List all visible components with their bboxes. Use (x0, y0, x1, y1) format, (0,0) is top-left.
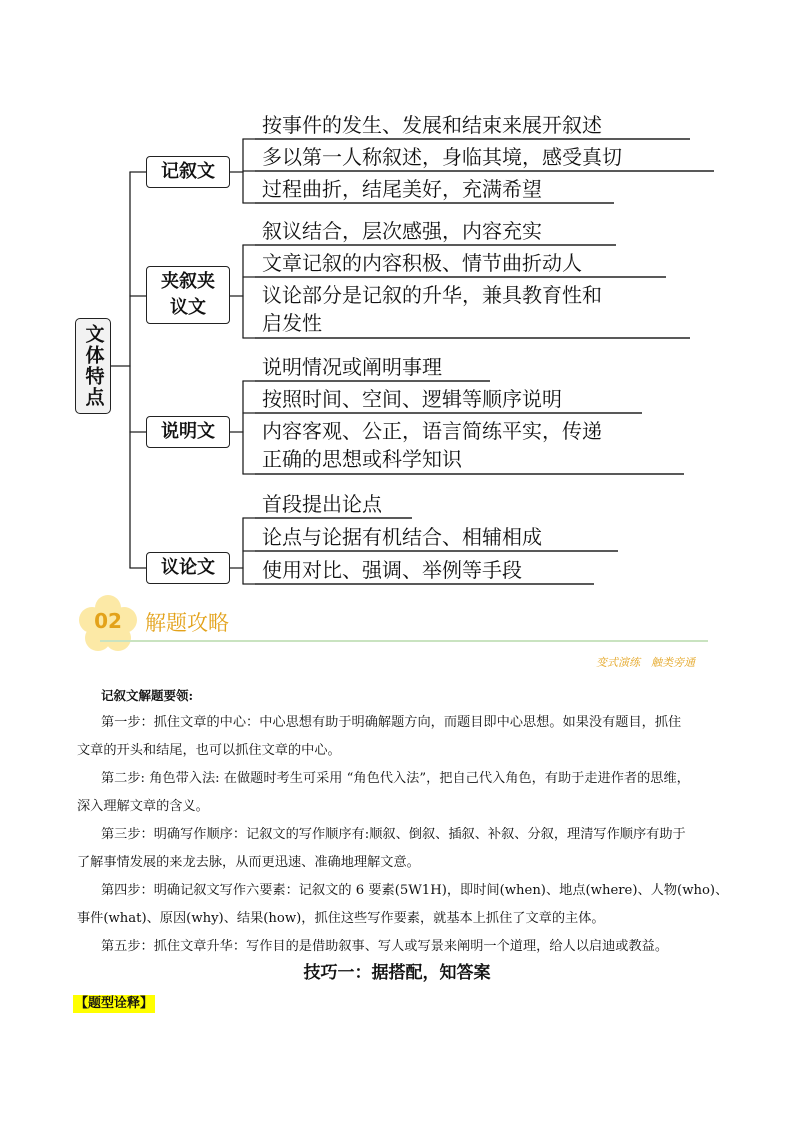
skill-title: 技巧一：据搭配，知答案 (303, 963, 491, 983)
leaf-item: 使用对比、强调、举例等手段 (262, 558, 522, 582)
paragraph-line: 深入理解文章的含义。 (77, 799, 209, 814)
paragraph-line: 第二步: 角色带入法: 在做题时考生可采用 “角色代入法”，把自己代入角色，有助于走进作者的思维， (101, 771, 690, 786)
section-divider (100, 640, 708, 642)
leaf-item: 过程曲折，结尾美好，充满希望 (262, 177, 542, 201)
paragraph-line: 第五步：抓住文章升华：写作目的是借助叙事、写人或写景来阐明一个道理，给人以启迪或教益。 (101, 939, 669, 954)
leaf-item: 启发性 (262, 311, 322, 335)
leaf-item: 多以第一人称叙述，身临其境，感受真切 (262, 145, 622, 169)
category-narrative (146, 156, 230, 188)
root-label: 文体特点 (82, 324, 105, 408)
leaf-item: 议论部分是记叙的升华，兼具教育性和 (262, 283, 602, 307)
section-title: 解题攻略 (145, 611, 229, 635)
content-heading: 记叙文解题要领: (101, 688, 194, 703)
category-mixed (146, 266, 230, 324)
leaf-item: 文章记叙的内容积极、情节曲折动人 (262, 251, 582, 275)
leaf-item: 论点与论据有机结合、相辅相成 (262, 525, 542, 549)
question-type-tag: 【题型诠释】 (75, 996, 154, 1011)
paragraph-line: 第四步：明确记叙文写作六要素：记叙文的 6 要素(5W1H)，即时间(when)、地点(where)、人物(who)、 (101, 883, 729, 898)
category-expository (146, 416, 230, 448)
paragraph-line: 第一步：抓住文章的中心：中心思想有助于明确解题方向，而题目即中心思想。如果没有题目，抓住 (101, 715, 682, 730)
leaf-item: 叙议结合，层次感强，内容充实 (262, 219, 542, 243)
paragraph-line: 文章的开头和结尾，也可以抓住文章的中心。 (77, 743, 341, 758)
section-number: 02 (94, 609, 122, 633)
section-subtitle: 变式演练 触类旁通 (596, 656, 695, 669)
category-label: 夹叙夹议文 (161, 271, 215, 318)
root-node (75, 318, 111, 414)
paragraph-line: 了解事情发展的来龙去脉，从而更迅速、准确地理解文意。 (77, 855, 420, 870)
leaf-item: 内容客观、公正，语言简练平实，传递 (262, 419, 602, 443)
leaf-item: 按事件的发生、发展和结束来展开叙述 (262, 113, 602, 137)
category-argumentative (146, 552, 230, 584)
category-label: 说明文 (161, 421, 215, 442)
paragraph-line: 事件(what)、原因(why)、结果(how)，抓住这些写作要素，就基本上抓住了文章的主体。 (77, 911, 605, 926)
leaf-item: 按照时间、空间、逻辑等顺序说明 (262, 387, 562, 411)
category-label: 记叙文 (161, 161, 215, 182)
paragraph-line: 第三步：明确写作顺序：记叙文的写作顺序有:顺叙、倒叙、插叙、补叙、分叙，理清写作顺序有助于 (101, 827, 686, 842)
leaf-item: 首段提出论点 (262, 492, 382, 516)
leaf-item: 说明情况或阐明事理 (262, 355, 442, 379)
leaf-item: 正确的思想或科学知识 (262, 447, 462, 471)
category-label: 议论文 (161, 557, 215, 578)
